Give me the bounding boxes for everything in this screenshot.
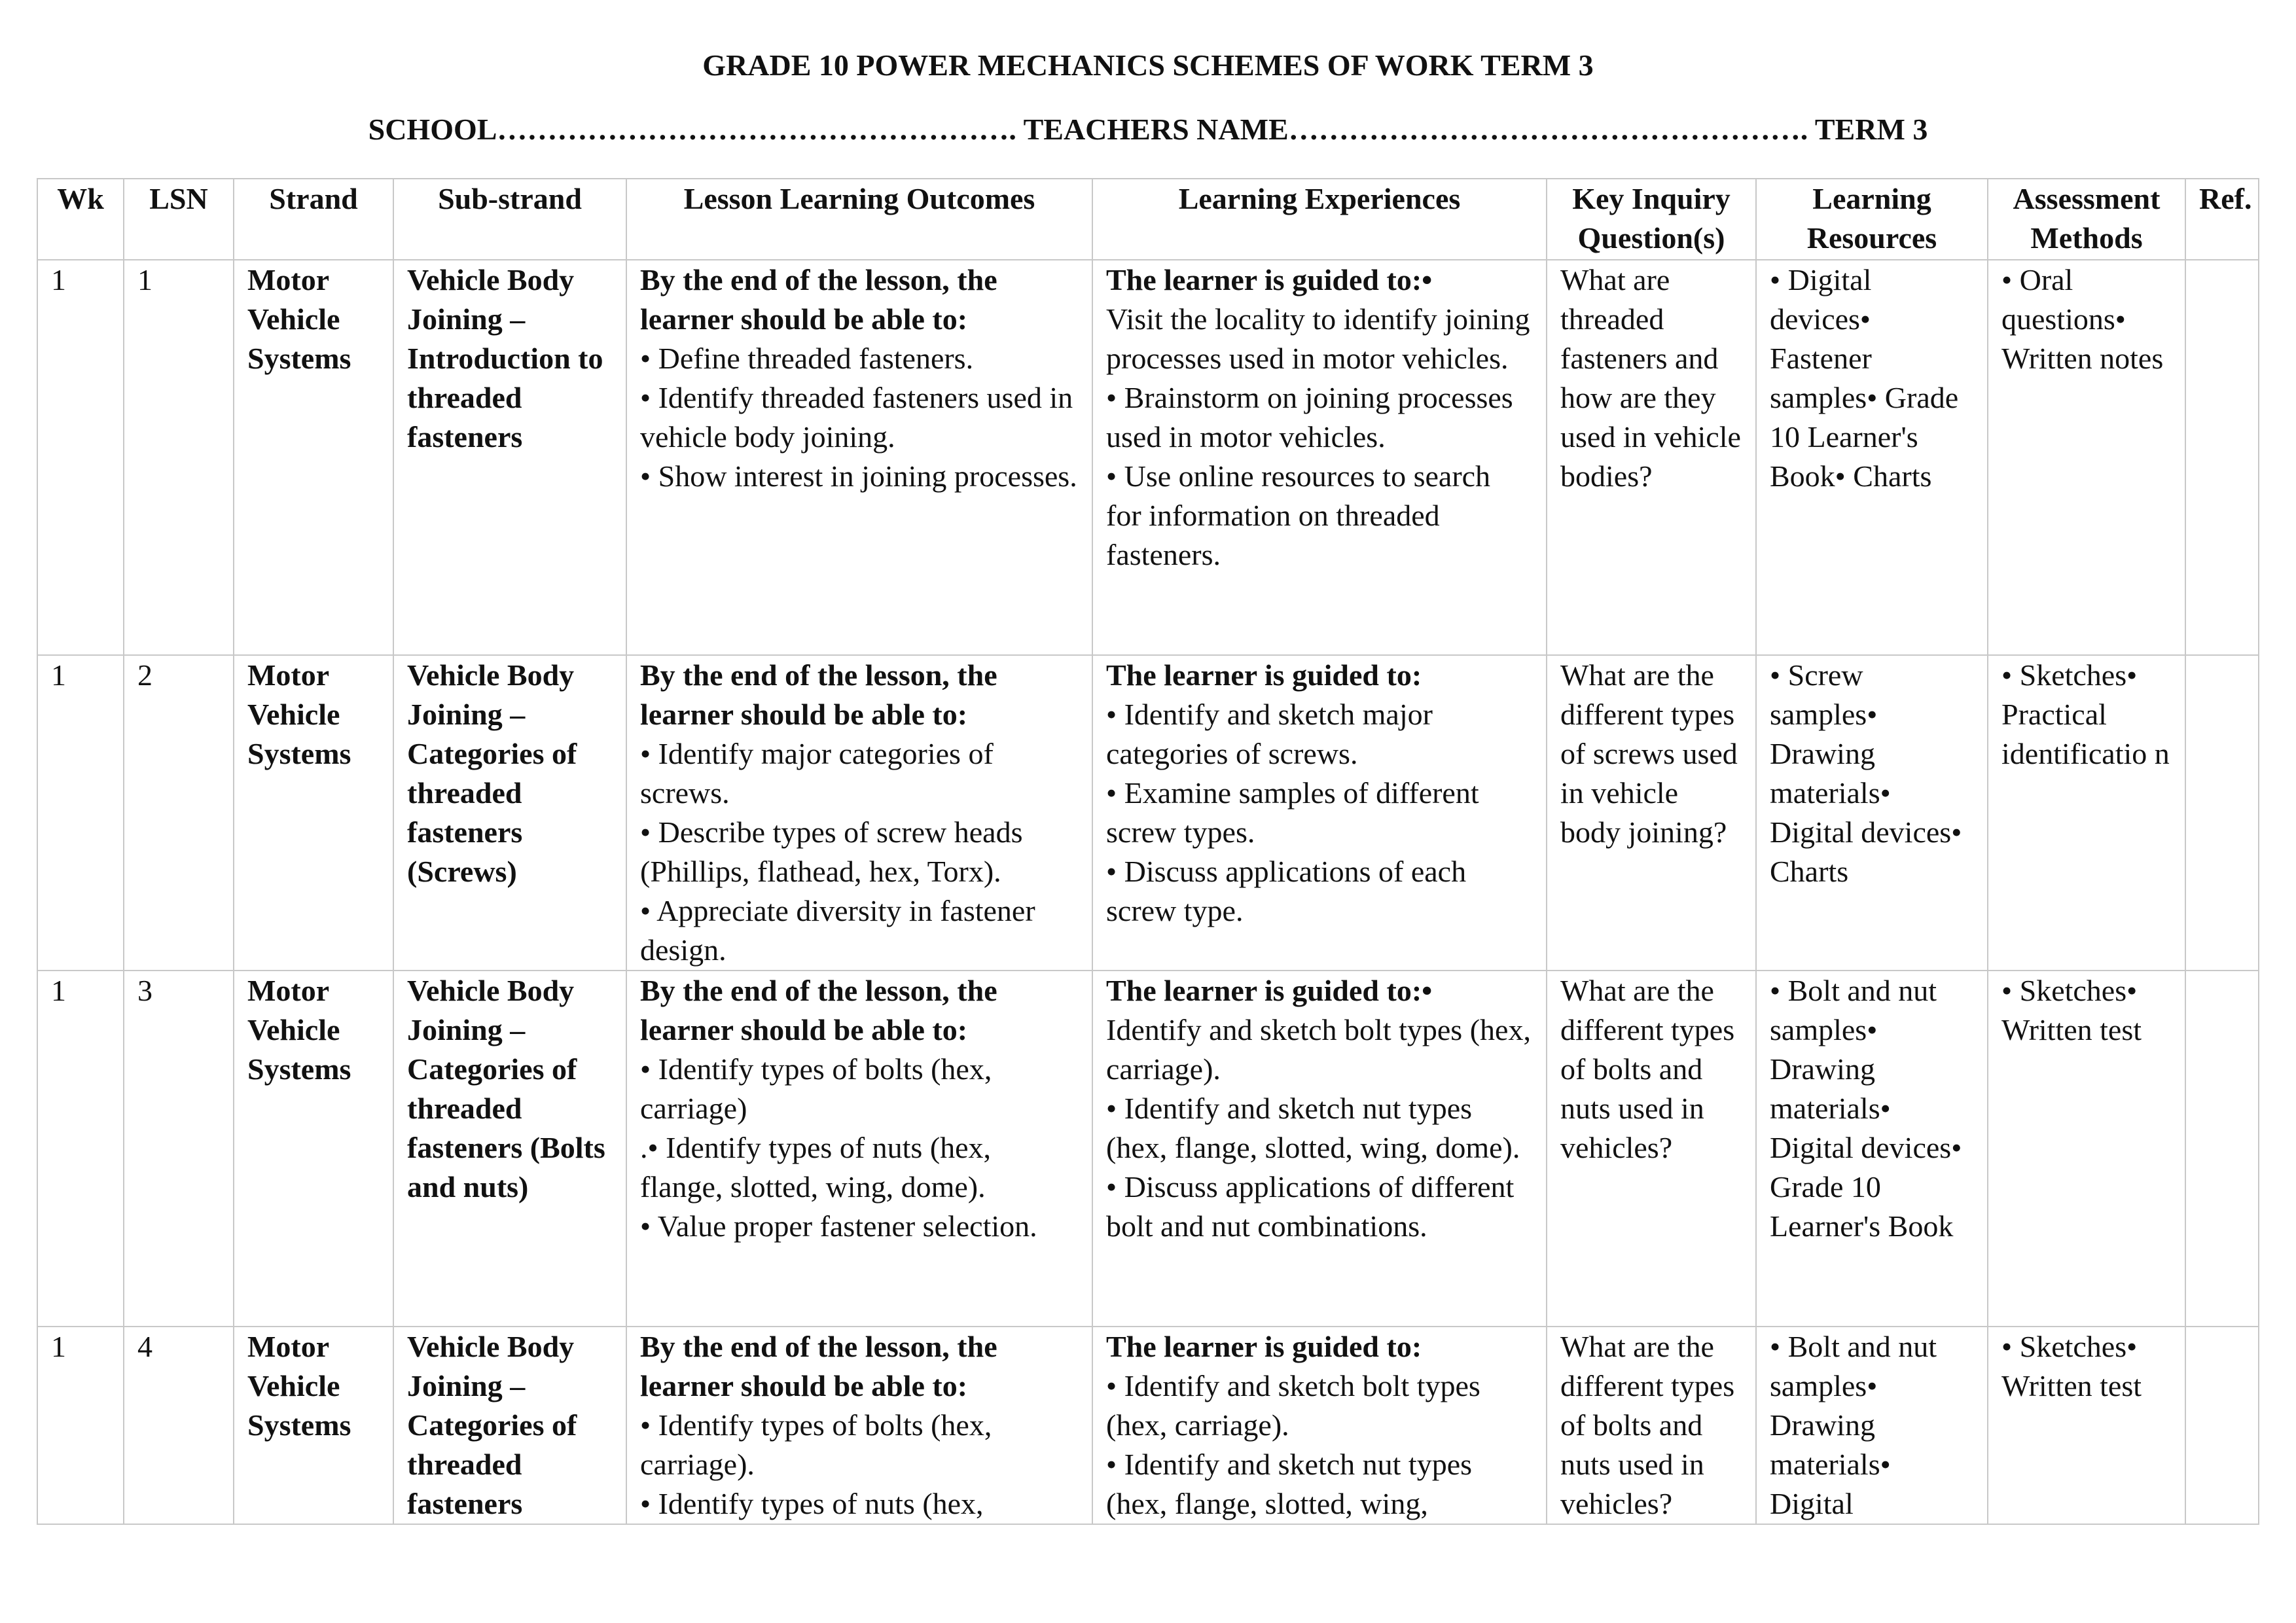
outcome-item: • Identify types of bolts (hex, carriage). [640,1408,992,1481]
experience-item: • Identify and sketch nut types (hex, flange, slotted, wing, dome). [1106,1092,1520,1164]
outcome-item: • Describe types of screw heads (Phillips, flathead, hex, Torx). [640,815,1023,888]
cell-assessment: • Sketches• Written test [1988,1327,2185,1524]
cell-ref [2185,655,2259,971]
cell-substrand: Vehicle Body Joining – Categories of threaded fasteners (Screws) [393,655,626,971]
cell-ref [2185,1327,2259,1524]
cell-wk: 1 [37,260,124,655]
cell-strand: Motor Vehicle Systems [234,655,393,971]
cell-assessment: • Sketches• Practical identificatio n [1988,655,2185,971]
experience-item: • Discuss applications of each screw type. [1106,855,1467,927]
experiences-intro: The learner is guided to: [1106,658,1422,692]
cell-inquiry: What are the different types of bolts and nuts used in vehicles? [1547,1327,1756,1524]
cell-wk: 1 [37,971,124,1327]
cell-inquiry: What are threaded fasteners and how are they used in vehicle bodies? [1547,260,1756,655]
schemes-of-work-table [37,178,2259,1525]
cell-wk: 1 [37,1327,124,1524]
cell-ref [2185,971,2259,1327]
header-resources: Learning Resources [1756,179,1988,260]
cell-outcomes [626,971,1092,1327]
cell-assessment: • Sketches• Written test [1988,971,2185,1327]
cell-strand: Motor Vehicle Systems [234,1327,393,1524]
header-substrand: Sub-strand [393,179,626,260]
cell-lsn: 2 [124,655,234,971]
outcomes-intro: By the end of the lesson, the learner should be able to: [640,1330,997,1402]
cell-strand: Motor Vehicle Systems [234,971,393,1327]
experience-item: • Identify and sketch nut types (hex, flange, slotted, wing, [1106,1448,1473,1520]
cell-resources: • Digital devices• Fastener samples• Grade 10 Learner's Book• Charts [1756,260,1988,655]
cell-outcomes [626,1327,1092,1524]
cell-inquiry: What are the different types of bolts and nuts used in vehicles? [1547,971,1756,1327]
cell-wk: 1 [37,655,124,971]
header-inquiry: Key Inquiry Question(s) [1547,179,1756,260]
outcomes-intro: By the end of the lesson, the learner should be able to: [640,974,997,1046]
experience-item: Visit the locality to identify joining processes used in motor vehicles. [1106,302,1530,375]
cell-experiences [1092,655,1547,971]
experiences-intro: The learner is guided to:• [1106,263,1433,296]
cell-strand: Motor Vehicle Systems [234,260,393,655]
cell-assessment: • Oral questions• Written notes [1988,260,2185,655]
header-lsn: LSN [124,179,234,260]
experience-item: • Use online resources to search for information on threaded fasteners. [1106,459,1491,571]
outcome-item: • Identify major categories of screws. [640,737,994,810]
outcome-item: • Appreciate diversity in fastener design. [640,894,1035,967]
outcomes-intro: By the end of the lesson, the learner should be able to: [640,658,997,731]
outcome-item: • Define threaded fasteners. [640,342,974,375]
table-row [37,1327,2259,1524]
cell-experiences [1092,260,1547,655]
table-row [37,655,2259,971]
outcome-item: • Identify threaded fasteners used in vehicle body joining. [640,381,1073,454]
header-strand: Strand [234,179,393,260]
outcome-item: • Identify types of bolts (hex, carriage) [640,1052,992,1125]
header-experiences: Learning Experiences [1092,179,1547,260]
document-subtitle: SCHOOL……………………………………………. TEACHERS NAME……………………………………………. TERM 3 [368,113,1928,146]
experiences-intro: The learner is guided to:• [1106,974,1433,1007]
experience-item: • Discuss applications of different bolt and nut combinations. [1106,1170,1515,1243]
experience-item: • Identify and sketch major categories of screws. [1106,698,1433,770]
outcomes-intro: By the end of the lesson, the learner should be able to: [640,263,997,336]
outcome-item: • Show interest in joining processes. [640,459,1077,493]
experience-item: • Examine samples of different screw types. [1106,776,1479,849]
cell-substrand: Vehicle Body Joining – Introduction to threaded fasteners [393,260,626,655]
header-assessment: Assessment Methods [1988,179,2185,260]
header-ref: Ref. [2185,179,2259,260]
cell-resources: • Bolt and nut samples• Drawing materials• Digital devices• Grade 10 Learner's Book [1756,971,1988,1327]
cell-substrand: Vehicle Body Joining – Categories of threaded fasteners (Bolts and nuts) [393,971,626,1327]
experiences-intro: The learner is guided to: [1106,1330,1422,1363]
cell-experiences [1092,1327,1547,1524]
outcome-item: • Value proper fastener selection. [640,1209,1037,1243]
document-title: GRADE 10 POWER MECHANICS SCHEMES OF WORK TERM 3 [702,48,1594,82]
cell-experiences [1092,971,1547,1327]
cell-lsn: 3 [124,971,234,1327]
cell-outcomes [626,655,1092,971]
table-row [37,971,2259,1327]
outcome-item: .• Identify types of nuts (hex, flange, slotted, wing, dome). [640,1131,992,1204]
table-header-row [37,179,2259,260]
experience-item: • Identify and sketch bolt types (hex, carriage). [1106,1369,1480,1442]
header-outcomes: Lesson Learning Outcomes [626,179,1092,260]
cell-resources: • Screw samples• Drawing materials• Digital devices• Charts [1756,655,1988,971]
cell-outcomes [626,260,1092,655]
cell-resources: • Bolt and nut samples• Drawing materials• Digital [1756,1327,1988,1524]
cell-substrand: Vehicle Body Joining – Categories of threaded fasteners [393,1327,626,1524]
cell-ref [2185,260,2259,655]
cell-lsn: 1 [124,260,234,655]
cell-lsn: 4 [124,1327,234,1524]
header-wk: Wk [37,179,124,260]
cell-inquiry: What are the different types of screws used in vehicle body joining? [1547,655,1756,971]
experience-item: Identify and sketch bolt types (hex, carriage). [1106,1013,1531,1086]
outcome-item: • Identify types of nuts (hex, [640,1487,984,1520]
experience-item: • Brainstorm on joining processes used in motor vehicles. [1106,381,1513,454]
table-row [37,260,2259,655]
